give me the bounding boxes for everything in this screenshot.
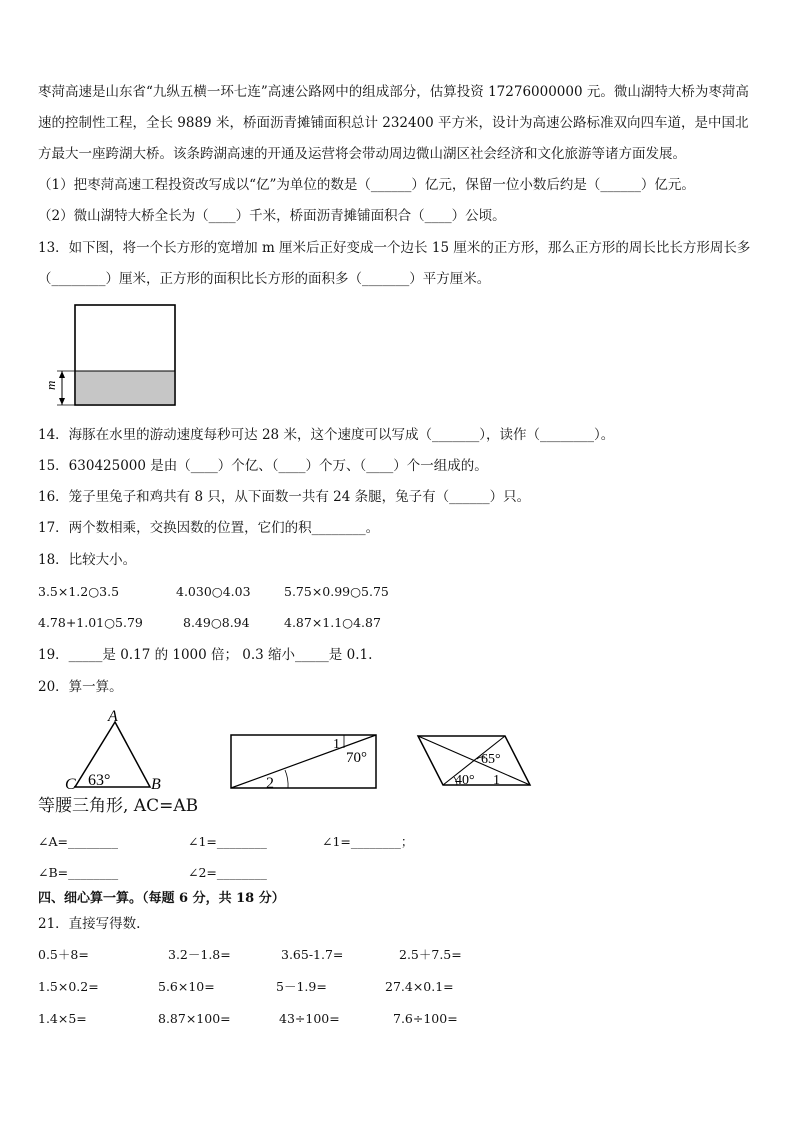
answer-angle-2: ∠2=________ bbox=[188, 865, 267, 880]
question-12-1: （1）把枣菏高速工程投资改写成以“亿”为单位的数是（______）亿元，保留一位小数后约是（______）亿元。 bbox=[38, 177, 695, 193]
compare-item: 3.5×1.2○3.5 bbox=[38, 584, 120, 599]
angle-2-label: 2 bbox=[266, 775, 274, 792]
answer-angle-a: ∠A=________ bbox=[38, 834, 118, 849]
angle-1-label: 1 bbox=[333, 737, 340, 752]
question-18-title: 18．比较大小。 bbox=[38, 552, 137, 568]
vertex-a-label: A bbox=[108, 708, 118, 725]
section-4-heading: 四、细心算一算。（每题 6 分，共 18 分） bbox=[38, 891, 285, 906]
arithmetic-item: 0.5＋8= bbox=[38, 947, 89, 962]
arithmetic-item: 2.5＋7.5= bbox=[399, 947, 462, 962]
angle-40-label: 40° bbox=[455, 773, 475, 788]
vertex-b-label: B bbox=[151, 776, 161, 793]
intro-line-1: 枣菏高速是山东省“九纵五横一环七连”高速公路网中的组成部分，估算投资 17276000000 元。微山湖特大桥为枣菏高 bbox=[38, 84, 749, 100]
question-12-2: （2）微山湖特大桥全长为（____）千米，桥面沥青摊铺面积合（____）公顷。 bbox=[38, 208, 506, 224]
answer-angle-b: ∠B=________ bbox=[38, 865, 119, 880]
question-19: 19．_____是 0.17 的 1000 倍； 0.3 缩小_____是 0.1. bbox=[38, 647, 373, 663]
question-16: 16．笼子里兔子和鸡共有 8 只，从下面数一共有 24 条腿，兔子有（______）只。 bbox=[38, 489, 531, 505]
arithmetic-item: 8.87×100= bbox=[158, 1011, 231, 1026]
question-17: 17．两个数相乘，交换因数的位置，它们的积________。 bbox=[38, 520, 380, 536]
intro-line-2: 速的控制性工程，全长 9889 米，桥面沥青摊铺面积总计 232400 平方米，设计为高速公路标准双向四车道，是中国北 bbox=[38, 115, 749, 131]
compare-item: 5.75×0.99○5.75 bbox=[284, 584, 389, 599]
isosceles-triangle-figure bbox=[60, 705, 180, 795]
intro-line-3: 方最大一座跨湖大桥。该条跨湖高速的开通及运营将会带动周边微山湖区社会经济和文化旅游等诸方面发展。 bbox=[38, 146, 686, 162]
answer-angle-1-rect: ∠1=________ bbox=[188, 834, 267, 849]
angle-1-para-label: 1 bbox=[493, 773, 500, 788]
arithmetic-item: 1.5×0.2= bbox=[38, 979, 99, 994]
compare-item: 4.78+1.01○5.79 bbox=[38, 615, 143, 630]
arithmetic-item: 5.6×10= bbox=[158, 979, 215, 994]
question-13-line-2: （________）厘米，正方形的面积比长方形的面积多（_______）平方厘米。 bbox=[38, 271, 491, 287]
rectangle-square-figure bbox=[40, 300, 190, 412]
vertex-c-label: C bbox=[65, 776, 76, 793]
isosceles-caption: 等腰三角形, AC=AB bbox=[38, 796, 199, 816]
question-20-title: 20．算一算。 bbox=[38, 679, 123, 695]
arithmetic-item: 7.6÷100= bbox=[393, 1011, 458, 1026]
arithmetic-item: 43÷100= bbox=[279, 1011, 340, 1026]
question-15: 15．630425000 是由（____）个亿、（____）个万、（____）个一组成的。 bbox=[38, 458, 488, 474]
compare-item: 4.030○4.03 bbox=[176, 584, 251, 599]
question-14: 14．海豚在水里的游动速度每秒可达 28 米，这个速度可以写成（_______），读作（________）。 bbox=[38, 427, 615, 443]
compare-item: 4.87×1.1○4.87 bbox=[284, 615, 381, 630]
m-label: m bbox=[43, 380, 58, 390]
arithmetic-item: 1.4×5= bbox=[38, 1011, 87, 1026]
rectangle-diagonal-figure bbox=[228, 732, 380, 792]
arithmetic-item: 3.2－1.8= bbox=[168, 947, 231, 962]
parallelogram-figure bbox=[415, 733, 535, 791]
compare-item: 8.49○8.94 bbox=[183, 615, 250, 630]
angle-70-label: 70° bbox=[346, 750, 367, 766]
question-21-title: 21．直接写得数. bbox=[38, 916, 141, 932]
question-13-line-1: 13．如下图，将一个长方形的宽增加 m 厘米后正好变成一个边长 15 厘米的正方形，那么正方形的周长比长方形周长多 bbox=[38, 240, 751, 256]
angle-63-label: 63° bbox=[88, 772, 111, 789]
answer-angle-1-para: ∠1=________； bbox=[322, 834, 414, 849]
arithmetic-item: 5－1.9= bbox=[276, 979, 327, 994]
arithmetic-item: 3.65-1.7= bbox=[281, 947, 344, 962]
angle-65-label: 65° bbox=[481, 752, 501, 767]
arithmetic-item: 27.4×0.1= bbox=[385, 979, 454, 994]
